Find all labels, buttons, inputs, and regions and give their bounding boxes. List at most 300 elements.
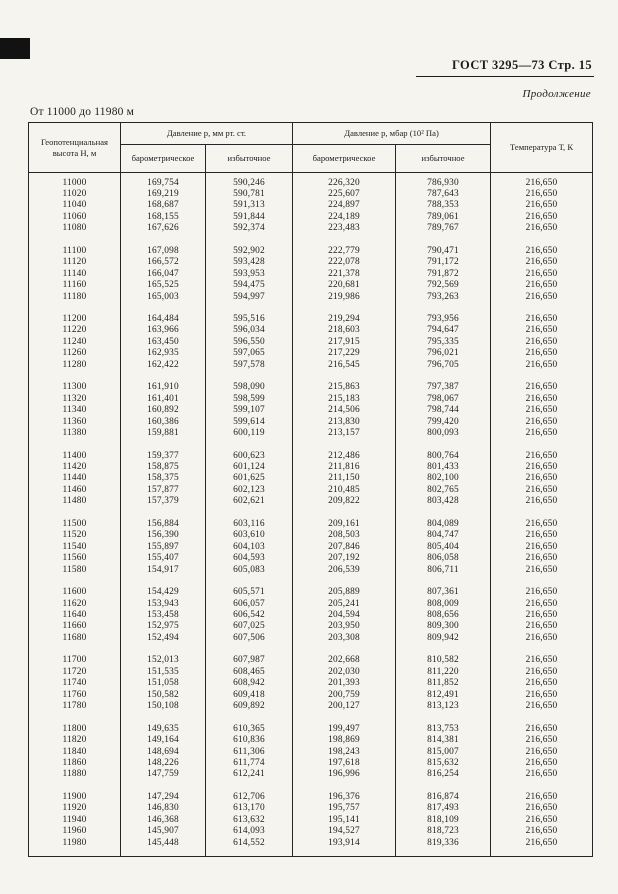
table-cell: 11080 [29, 223, 121, 234]
table-cell: 149,164 [121, 735, 206, 746]
table-cell: 11400 [29, 451, 121, 462]
spacer-cell [29, 371, 121, 382]
table-cell: 204,594 [293, 610, 396, 621]
table-cell: 213,830 [293, 417, 396, 428]
table-cell: 210,485 [293, 485, 396, 496]
spacer-cell [491, 440, 593, 451]
table-cell: 796,021 [396, 348, 491, 359]
table-cell: 150,582 [121, 690, 206, 701]
table-cell: 195,757 [293, 803, 396, 814]
table-cell: 11440 [29, 473, 121, 484]
table-cell: 807,361 [396, 587, 491, 598]
table-cell: 216,650 [491, 382, 593, 393]
table-cell: 600,119 [206, 428, 293, 439]
table-cell: 11740 [29, 678, 121, 689]
table-cell: 11580 [29, 565, 121, 576]
table-cell: 165,003 [121, 292, 206, 303]
spacer-cell [29, 508, 121, 519]
spacer-cell [29, 576, 121, 587]
table-cell: 811,220 [396, 667, 491, 678]
table-cell: 793,263 [396, 292, 491, 303]
spacer-cell [491, 303, 593, 314]
table-row [29, 690, 593, 701]
table-cell: 11120 [29, 257, 121, 268]
table-cell: 600,623 [206, 451, 293, 462]
table-cell: 805,404 [396, 542, 491, 553]
table-cell: 611,306 [206, 747, 293, 758]
table-cell: 11140 [29, 269, 121, 280]
table-cell: 218,603 [293, 325, 396, 336]
spacer-cell [396, 849, 491, 856]
table-cell: 203,308 [293, 633, 396, 644]
table-cell: 613,170 [206, 803, 293, 814]
spacer-cell [29, 440, 121, 451]
table-cell: 216,650 [491, 769, 593, 780]
table-cell: 799,420 [396, 417, 491, 428]
table-row [29, 667, 593, 678]
table-cell: 216,650 [491, 724, 593, 735]
table-cell: 806,058 [396, 553, 491, 564]
table-cell: 216,650 [491, 553, 593, 564]
table-cell: 163,450 [121, 337, 206, 348]
spacer-cell [206, 644, 293, 655]
spacer-cell [293, 713, 396, 724]
table-row [29, 542, 593, 553]
table-cell: 11220 [29, 325, 121, 336]
table-row [29, 314, 593, 325]
column-header-excess-mbar: избыточное [396, 145, 491, 173]
table-cell: 158,375 [121, 473, 206, 484]
table-cell: 794,647 [396, 325, 491, 336]
table-cell: 608,942 [206, 678, 293, 689]
table-cell: 163,966 [121, 325, 206, 336]
table-cell: 614,093 [206, 826, 293, 837]
table-cell: 214,506 [293, 405, 396, 416]
table-cell: 216,650 [491, 314, 593, 325]
table-cell: 152,494 [121, 633, 206, 644]
table-row [29, 553, 593, 564]
table-cell: 786,930 [396, 178, 491, 189]
table-cell: 147,294 [121, 792, 206, 803]
spacer-cell [293, 849, 396, 856]
table-cell: 612,706 [206, 792, 293, 803]
group-spacer [29, 781, 593, 792]
table-cell: 795,335 [396, 337, 491, 348]
table-cell: 607,987 [206, 655, 293, 666]
table-cell: 161,401 [121, 394, 206, 405]
spacer-cell [206, 235, 293, 246]
spacer-cell [121, 644, 206, 655]
spacer-cell [206, 849, 293, 856]
table-cell: 11340 [29, 405, 121, 416]
table-row [29, 803, 593, 814]
table-cell: 162,422 [121, 360, 206, 371]
table-cell: 151,058 [121, 678, 206, 689]
table-cell: 169,219 [121, 189, 206, 200]
table-cell: 223,483 [293, 223, 396, 234]
table-row [29, 428, 593, 439]
table-cell: 11620 [29, 599, 121, 610]
column-header-barometric-mm: барометрическое [121, 145, 206, 173]
table-cell: 156,390 [121, 530, 206, 541]
spacer-cell [206, 576, 293, 587]
table-cell: 152,975 [121, 621, 206, 632]
table-cell: 212,486 [293, 451, 396, 462]
table-cell: 216,650 [491, 655, 593, 666]
table-cell: 11360 [29, 417, 121, 428]
table-cell: 151,535 [121, 667, 206, 678]
table-cell: 220,681 [293, 280, 396, 291]
table-row [29, 292, 593, 303]
table-cell: 11860 [29, 758, 121, 769]
spacer-cell [293, 644, 396, 655]
table-cell: 796,705 [396, 360, 491, 371]
table-cell: 800,093 [396, 428, 491, 439]
table-cell: 11060 [29, 212, 121, 223]
table-cell: 146,830 [121, 803, 206, 814]
table-cell: 11540 [29, 542, 121, 553]
spacer-cell [206, 371, 293, 382]
table-cell: 216,650 [491, 838, 593, 849]
table-cell: 216,650 [491, 690, 593, 701]
table-cell: 219,294 [293, 314, 396, 325]
table-cell: 791,172 [396, 257, 491, 268]
table-cell: 609,892 [206, 701, 293, 712]
table-row [29, 758, 593, 769]
table-cell: 209,822 [293, 496, 396, 507]
group-spacer [29, 508, 593, 519]
table-cell: 145,448 [121, 838, 206, 849]
spacer-cell [491, 849, 593, 856]
table-cell: 601,625 [206, 473, 293, 484]
table-cell: 198,243 [293, 747, 396, 758]
table-cell: 198,869 [293, 735, 396, 746]
table-cell: 205,889 [293, 587, 396, 598]
table-cell: 216,650 [491, 565, 593, 576]
table-cell: 816,254 [396, 769, 491, 780]
table-cell: 597,065 [206, 348, 293, 359]
spacer-cell [121, 371, 206, 382]
table-row [29, 257, 593, 268]
table-cell: 601,124 [206, 462, 293, 473]
table-cell: 812,491 [396, 690, 491, 701]
table-cell: 11320 [29, 394, 121, 405]
table-cell: 166,572 [121, 257, 206, 268]
table-row [29, 678, 593, 689]
table-cell: 11180 [29, 292, 121, 303]
table-row [29, 451, 593, 462]
spacer-cell [121, 440, 206, 451]
table-cell: 147,759 [121, 769, 206, 780]
table-row [29, 530, 593, 541]
table-cell: 789,061 [396, 212, 491, 223]
table-cell: 788,353 [396, 200, 491, 211]
table-cell: 202,668 [293, 655, 396, 666]
spacer-cell [29, 781, 121, 792]
table-cell: 808,656 [396, 610, 491, 621]
spacer-cell [29, 303, 121, 314]
spacer-cell [396, 371, 491, 382]
table-cell: 607,506 [206, 633, 293, 644]
table-cell: 199,497 [293, 724, 396, 735]
continuation-label: Продолжение [522, 88, 591, 100]
table-cell: 614,552 [206, 838, 293, 849]
table-cell: 819,336 [396, 838, 491, 849]
table-cell: 194,527 [293, 826, 396, 837]
table-cell: 216,545 [293, 360, 396, 371]
table-cell: 599,107 [206, 405, 293, 416]
table-cell: 201,393 [293, 678, 396, 689]
table-cell: 216,650 [491, 587, 593, 598]
table-cell: 166,047 [121, 269, 206, 280]
table-cell: 11600 [29, 587, 121, 598]
table-cell: 167,098 [121, 246, 206, 257]
table-cell: 217,915 [293, 337, 396, 348]
table-cell: 160,892 [121, 405, 206, 416]
table-cell: 207,192 [293, 553, 396, 564]
table-cell: 216,650 [491, 599, 593, 610]
table-cell: 216,650 [491, 542, 593, 553]
table-row [29, 405, 593, 416]
table-cell: 216,650 [491, 792, 593, 803]
table-cell: 802,765 [396, 485, 491, 496]
table-cell: 209,161 [293, 519, 396, 530]
table-cell: 11300 [29, 382, 121, 393]
table-cell: 216,650 [491, 292, 593, 303]
table-cell: 791,872 [396, 269, 491, 280]
table-cell: 604,593 [206, 553, 293, 564]
table-cell: 11900 [29, 792, 121, 803]
table-cell: 11640 [29, 610, 121, 621]
spacer-cell [491, 508, 593, 519]
table-cell: 594,475 [206, 280, 293, 291]
table-cell: 11480 [29, 496, 121, 507]
table-cell: 797,387 [396, 382, 491, 393]
table-cell: 11980 [29, 838, 121, 849]
table-cell: 216,650 [491, 325, 593, 336]
table-cell: 216,650 [491, 428, 593, 439]
table-row [29, 724, 593, 735]
table-cell: 196,996 [293, 769, 396, 780]
spacer-cell [29, 235, 121, 246]
table-cell: 11460 [29, 485, 121, 496]
table-cell: 11420 [29, 462, 121, 473]
table-cell: 598,599 [206, 394, 293, 405]
column-group-pressure-mbar: Давление p, мбар (10² Па) [293, 123, 491, 145]
table-cell: 802,100 [396, 473, 491, 484]
table-row [29, 587, 593, 598]
table-cell: 11880 [29, 769, 121, 780]
spacer-cell [29, 644, 121, 655]
table-cell: 11020 [29, 189, 121, 200]
spacer-cell [29, 849, 121, 856]
table-cell: 216,650 [491, 530, 593, 541]
table-cell: 11380 [29, 428, 121, 439]
table-cell: 215,183 [293, 394, 396, 405]
table-cell: 153,458 [121, 610, 206, 621]
table-row [29, 178, 593, 189]
table-cell: 157,379 [121, 496, 206, 507]
table-row [29, 701, 593, 712]
table-cell: 200,127 [293, 701, 396, 712]
spacer-cell [491, 781, 593, 792]
table-cell: 607,025 [206, 621, 293, 632]
spacer-cell [29, 713, 121, 724]
table-cell: 216,650 [491, 189, 593, 200]
table-cell: 216,650 [491, 610, 593, 621]
table-cell: 814,381 [396, 735, 491, 746]
spacer-cell [396, 440, 491, 451]
table-row [29, 826, 593, 837]
table-cell: 11940 [29, 815, 121, 826]
column-header-barometric-mbar: барометрическое [293, 145, 396, 173]
table-cell: 11040 [29, 200, 121, 211]
group-spacer [29, 644, 593, 655]
table-cell: 818,109 [396, 815, 491, 826]
table-cell: 790,471 [396, 246, 491, 257]
table-cell: 215,863 [293, 382, 396, 393]
table-cell: 226,320 [293, 178, 396, 189]
table-cell: 217,229 [293, 348, 396, 359]
spacer-cell [396, 644, 491, 655]
table-cell: 168,687 [121, 200, 206, 211]
group-spacer [29, 303, 593, 314]
table-row [29, 382, 593, 393]
table-cell: 216,650 [491, 815, 593, 826]
spacer-cell [121, 576, 206, 587]
column-group-pressure-mm: Давление p, мм рт. ст. [121, 123, 293, 145]
spacer-cell [396, 303, 491, 314]
table-cell: 11800 [29, 724, 121, 735]
table-cell: 608,465 [206, 667, 293, 678]
table-cell: 216,650 [491, 178, 593, 189]
table-cell: 216,650 [491, 747, 593, 758]
table-cell: 153,943 [121, 599, 206, 610]
table-cell: 224,897 [293, 200, 396, 211]
table-cell: 813,123 [396, 701, 491, 712]
table-row [29, 610, 593, 621]
table-cell: 606,542 [206, 610, 293, 621]
table-row [29, 394, 593, 405]
spacer-cell [491, 644, 593, 655]
table-cell: 154,429 [121, 587, 206, 598]
table-cell: 216,650 [491, 473, 593, 484]
table-cell: 219,986 [293, 292, 396, 303]
table-cell: 11500 [29, 519, 121, 530]
table-cell: 216,650 [491, 337, 593, 348]
table-cell: 216,650 [491, 826, 593, 837]
table-cell: 816,874 [396, 792, 491, 803]
table-cell: 146,368 [121, 815, 206, 826]
table-cell: 167,626 [121, 223, 206, 234]
table-cell: 216,650 [491, 269, 593, 280]
spacer-cell [121, 713, 206, 724]
spacer-cell [396, 235, 491, 246]
table-body [29, 173, 593, 857]
table-row [29, 200, 593, 211]
table-cell: 211,816 [293, 462, 396, 473]
table-cell: 792,569 [396, 280, 491, 291]
table-cell: 225,607 [293, 189, 396, 200]
table-cell: 611,774 [206, 758, 293, 769]
table-cell: 612,241 [206, 769, 293, 780]
table-cell: 613,632 [206, 815, 293, 826]
table-row [29, 189, 593, 200]
table-cell: 11700 [29, 655, 121, 666]
table-cell: 156,884 [121, 519, 206, 530]
table-cell: 205,241 [293, 599, 396, 610]
table-row [29, 212, 593, 223]
spacer-cell [206, 440, 293, 451]
table-row [29, 519, 593, 530]
table-cell: 145,907 [121, 826, 206, 837]
spacer-cell [206, 303, 293, 314]
table-cell: 11920 [29, 803, 121, 814]
table-cell: 216,650 [491, 348, 593, 359]
table-cell: 605,571 [206, 587, 293, 598]
table-cell: 803,428 [396, 496, 491, 507]
atmosphere-table [28, 122, 593, 857]
table-row [29, 348, 593, 359]
table-row [29, 269, 593, 280]
table-row [29, 599, 593, 610]
table-cell: 610,365 [206, 724, 293, 735]
table-cell: 154,917 [121, 565, 206, 576]
table-row [29, 337, 593, 348]
spacer-cell [293, 508, 396, 519]
table-cell: 793,956 [396, 314, 491, 325]
spacer-cell [121, 303, 206, 314]
table-cell: 11780 [29, 701, 121, 712]
spacer-cell [396, 508, 491, 519]
table-cell: 590,781 [206, 189, 293, 200]
table-cell: 216,650 [491, 667, 593, 678]
table-cell: 604,103 [206, 542, 293, 553]
table-cell: 216,650 [491, 735, 593, 746]
table-cell: 11100 [29, 246, 121, 257]
table-cell: 818,723 [396, 826, 491, 837]
table-cell: 603,610 [206, 530, 293, 541]
table-cell: 11840 [29, 747, 121, 758]
table-cell: 216,650 [491, 803, 593, 814]
range-title: От 11000 до 11980 м [30, 106, 135, 118]
spacer-cell [121, 508, 206, 519]
table-cell: 591,313 [206, 200, 293, 211]
table-cell: 207,846 [293, 542, 396, 553]
table-cell: 195,141 [293, 815, 396, 826]
table-cell: 595,516 [206, 314, 293, 325]
table-cell: 161,910 [121, 382, 206, 393]
table-cell: 216,650 [491, 462, 593, 473]
group-spacer [29, 713, 593, 724]
table-row [29, 246, 593, 257]
table-cell: 11240 [29, 337, 121, 348]
table-cell: 11720 [29, 667, 121, 678]
spacer-cell [121, 781, 206, 792]
table-cell: 203,950 [293, 621, 396, 632]
table-cell: 591,844 [206, 212, 293, 223]
table-cell: 11160 [29, 280, 121, 291]
table-cell: 216,650 [491, 360, 593, 371]
table-cell: 11820 [29, 735, 121, 746]
table-row [29, 769, 593, 780]
table-row [29, 462, 593, 473]
table-cell: 606,057 [206, 599, 293, 610]
table-cell: 216,650 [491, 621, 593, 632]
spacer-cell [491, 235, 593, 246]
table-cell: 200,759 [293, 690, 396, 701]
table-cell: 216,650 [491, 405, 593, 416]
